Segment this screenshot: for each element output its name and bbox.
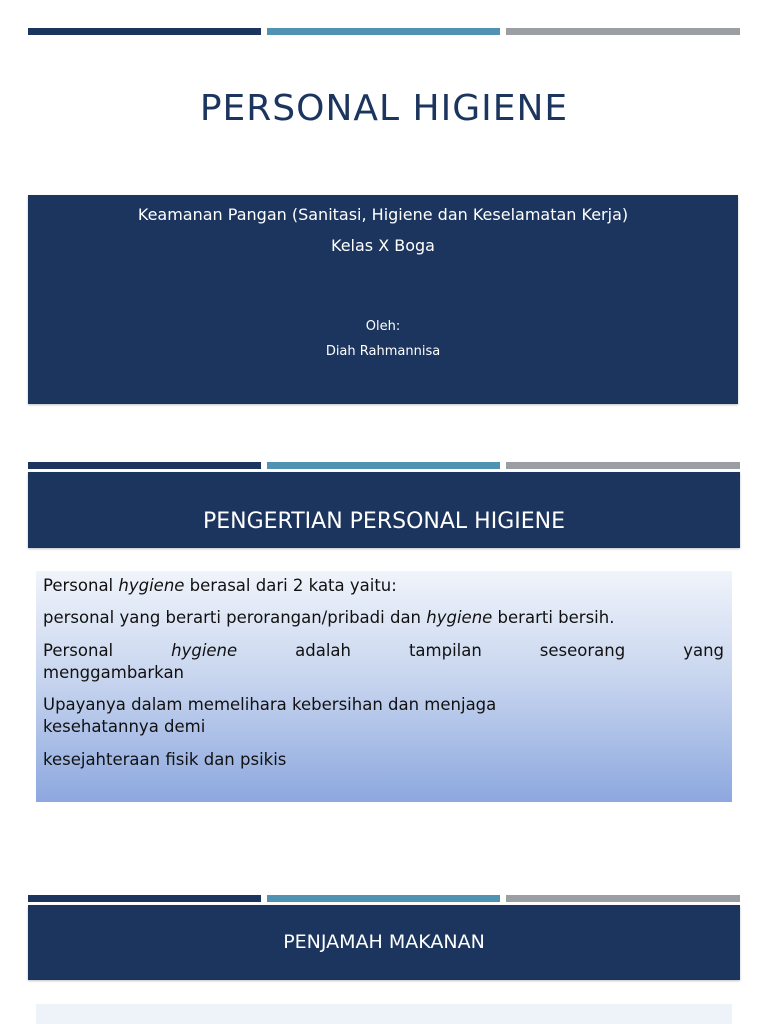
- stripe-teal: [267, 28, 500, 35]
- slide2-accent-stripes: [28, 462, 740, 469]
- stripe-navy: [28, 462, 261, 469]
- stripe-gray: [506, 895, 740, 902]
- stripe-navy: [28, 28, 261, 35]
- italic-term: hygiene: [171, 641, 238, 660]
- paragraph-4-line2: kesehatannya demi: [43, 717, 206, 736]
- slide2-title: PENGERTIAN PERSONAL HIGIENE: [202, 509, 565, 534]
- text: personal yang berarti perorangan/pribadi dan: [43, 608, 427, 627]
- slide1-accent-stripes: [28, 28, 740, 35]
- paragraph-3-line1: [43, 640, 724, 662]
- author-label: Oleh:: [365, 319, 401, 334]
- stripe-navy: [28, 895, 261, 902]
- text: Personal: [43, 576, 119, 595]
- author-name: Diah Rahmannisa: [325, 344, 441, 359]
- text: berasal dari 2 kata yaitu:: [184, 576, 397, 595]
- italic-term: hygiene: [426, 608, 493, 627]
- text: adalah tampilan seseorang yang: [237, 641, 725, 660]
- slide3-title: PENJAMAH MAKANAN: [283, 931, 485, 953]
- stripe-gray: [506, 462, 740, 469]
- subtitle-class: Kelas X Boga: [331, 236, 435, 255]
- stripe-teal: [267, 895, 500, 902]
- paragraph-4-line1: Upayanya dalam memelihara kebersihan dan menjaga: [43, 695, 497, 714]
- stripe-gray: [506, 28, 740, 35]
- paragraph-3-line2: menggambarkan: [43, 663, 185, 682]
- slide2-header: [28, 472, 740, 548]
- slide3-content-box: [36, 1004, 732, 1024]
- stripe-teal: [267, 462, 500, 469]
- slide1-title: PERSONAL HIGIENE: [199, 88, 569, 129]
- italic-term: hygiene: [118, 576, 185, 595]
- text: berarti bersih.: [492, 608, 615, 627]
- slide1-subtitle-box: [28, 195, 738, 404]
- subtitle-course: Keamanan Pangan (Sanitasi, Higiene dan Keselamatan Kerja): [137, 205, 629, 224]
- paragraph-2: [43, 607, 724, 629]
- slide2-content-box: [36, 571, 732, 802]
- paragraph-1: [43, 575, 724, 597]
- paragraph-5: kesejahteraan fisik dan psikis: [43, 750, 287, 769]
- slide3-accent-stripes: [28, 895, 740, 902]
- slide3-header: [28, 905, 740, 980]
- text: Personal: [43, 641, 172, 660]
